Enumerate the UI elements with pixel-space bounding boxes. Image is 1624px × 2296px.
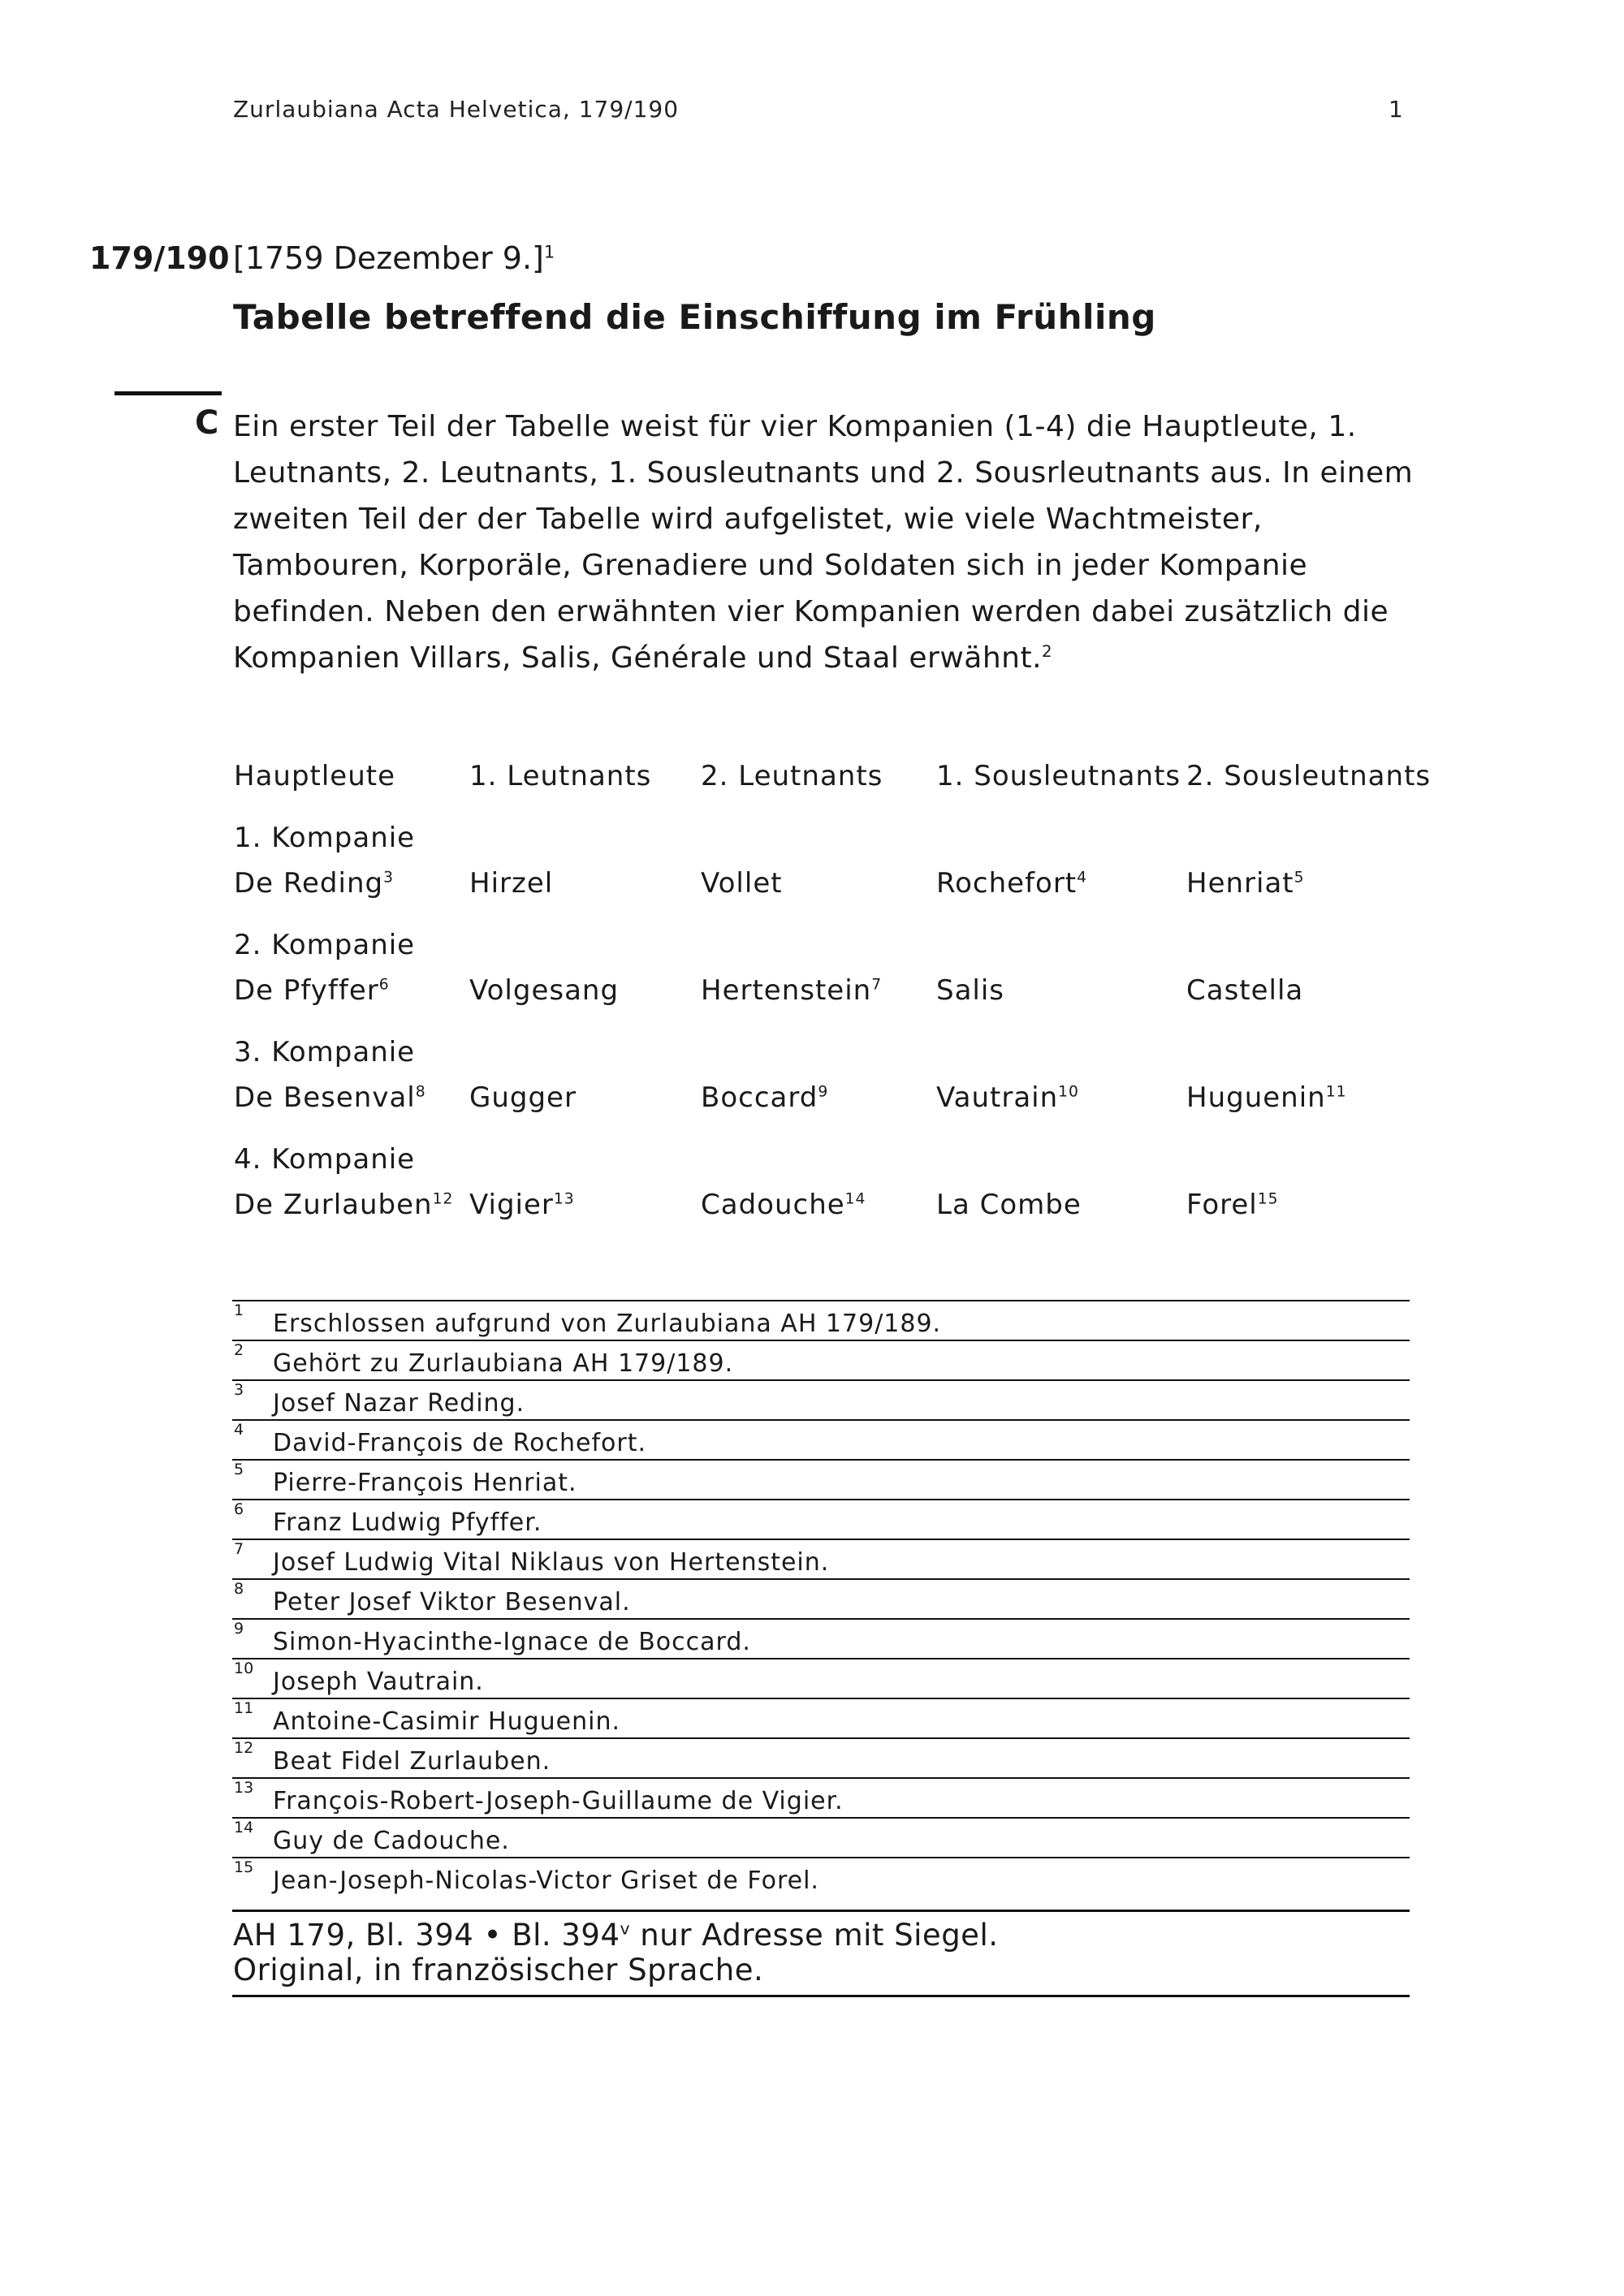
- footnote: 3 Josef Nazar Reding.: [232, 1379, 1410, 1421]
- table-cell: De Besenval$^8$: [234, 1081, 426, 1114]
- table-cell: Salis: [936, 974, 1005, 1007]
- table-header-sousleutnants-2: 2. Sousleutnants: [1186, 760, 1432, 792]
- company-label: 4. Kompanie: [234, 1143, 416, 1176]
- table-cell: Henriat$^5$: [1186, 867, 1305, 900]
- table-cell: La Combe: [936, 1189, 1082, 1221]
- table-cell: Hertenstein$^7$: [701, 974, 883, 1007]
- summary-text: Ein erster Teil der Tabelle weist für vier Kompanien (1-4) die Hauptleute, 1. Leutnants, 2. Leutnants, 1. Sousleutnants und 2. Sousrleutnants aus. In einem zweiten Teil der der Tabelle wird aufgelistet, wie viele Wachtmeister, Tambouren, Korporäle, Grenadiere und Soldaten sich in jeder Kompanie befinden. Neben den erwähnten vier Kompanien werden dabei zusätzlich die Kompanien Villars, Salis, Générale und Staal erwähnt.: [233, 410, 1414, 675]
- footnote-ref: 2: [1042, 642, 1053, 661]
- entry-number: 179/190: [89, 240, 230, 276]
- table-cell: De Reding$^3$: [234, 867, 394, 900]
- footnote: 13 François-Robert-Joseph-Guillaume de Vigier.: [232, 1777, 1410, 1819]
- footnote: 14 Guy de Cadouche.: [232, 1817, 1410, 1858]
- table-cell: Forel$^{15}$: [1186, 1189, 1279, 1221]
- table-cell: Cadouche$^{14}$: [701, 1189, 866, 1221]
- footnote: 4 David-François de Rochefort.: [232, 1419, 1410, 1461]
- entry-date: [233, 240, 555, 276]
- source-line-2: Original, in französischer Sprache.: [233, 1953, 764, 1987]
- footnote: 5 Pierre-François Henriat.: [232, 1459, 1410, 1500]
- marker-rule: [114, 391, 222, 395]
- page-number: 1: [1389, 96, 1404, 123]
- footnote: 2 Gehört zu Zurlaubiana AH 179/189.: [232, 1340, 1410, 1381]
- footnote: 15 Jean-Joseph-Nicolas-Victor Griset de Forel.: [232, 1857, 1410, 1898]
- company-label: 2. Kompanie: [234, 929, 416, 961]
- entry-title: Tabelle betreffend die Einschiffung im Frühling: [233, 297, 1156, 337]
- source-line-1: AH 179, Bl. 394 • Bl. 394$^v$ nur Adresse mit Siegel.: [233, 1918, 999, 1953]
- table-cell: Huguenin$^{11}$: [1186, 1081, 1347, 1114]
- company-label: 3. Kompanie: [234, 1036, 416, 1068]
- table-header-sousleutnants-1: 1. Sousleutnants: [936, 760, 1181, 792]
- table-cell: De Zurlauben$^{12}$: [234, 1189, 454, 1221]
- source-rule-bottom: [232, 1995, 1410, 1997]
- footnote: 12 Beat Fidel Zurlauben.: [232, 1737, 1410, 1779]
- running-title: Zurlaubiana Acta Helvetica, 179/190: [233, 96, 680, 123]
- table-header-leutnants-1: 1. Leutnants: [469, 760, 652, 792]
- table-cell: Hirzel: [469, 867, 554, 900]
- footnote: 9 Simon-Hyacinthe-Ignace de Boccard.: [232, 1618, 1410, 1659]
- table-cell: Volgesang: [469, 974, 620, 1007]
- source-rule-top: [232, 1910, 1410, 1912]
- table-cell: Boccard$^9$: [701, 1081, 829, 1114]
- footnote: 11 Antoine-Casimir Huguenin.: [232, 1698, 1410, 1739]
- table-cell: Vollet: [701, 867, 783, 900]
- table-cell: Rochefort$^4$: [936, 867, 1088, 900]
- entry-marker: C: [195, 404, 219, 442]
- table-cell: Castella: [1186, 974, 1304, 1007]
- table-header-leutnants-2: 2. Leutnants: [701, 760, 883, 792]
- footnote: 10 Joseph Vautrain.: [232, 1658, 1410, 1699]
- table-cell: Vigier$^{13}$: [469, 1189, 575, 1221]
- footnote: 6 Franz Ludwig Pfyffer.: [232, 1499, 1410, 1540]
- table-cell: Vautrain$^{10}$: [936, 1081, 1079, 1114]
- table-cell: Gugger: [469, 1081, 577, 1114]
- company-label: 1. Kompanie: [234, 822, 416, 854]
- footnote: 1 Erschlossen aufgrund von Zurlaubiana AH 179/189.: [232, 1300, 1410, 1341]
- summary-paragraph: [233, 404, 1427, 681]
- footnote: 7 Josef Ludwig Vital Niklaus von Hertenstein.: [232, 1539, 1410, 1580]
- entry-date-text: [1759 Dezember 9.]: [233, 240, 544, 276]
- footnote: 8 Peter Josef Viktor Besenval.: [232, 1578, 1410, 1620]
- table-cell: De Pfyffer$^6$: [234, 974, 390, 1007]
- table-header-hauptleute: Hauptleute: [234, 760, 396, 792]
- footnote-ref: 1: [543, 242, 555, 262]
